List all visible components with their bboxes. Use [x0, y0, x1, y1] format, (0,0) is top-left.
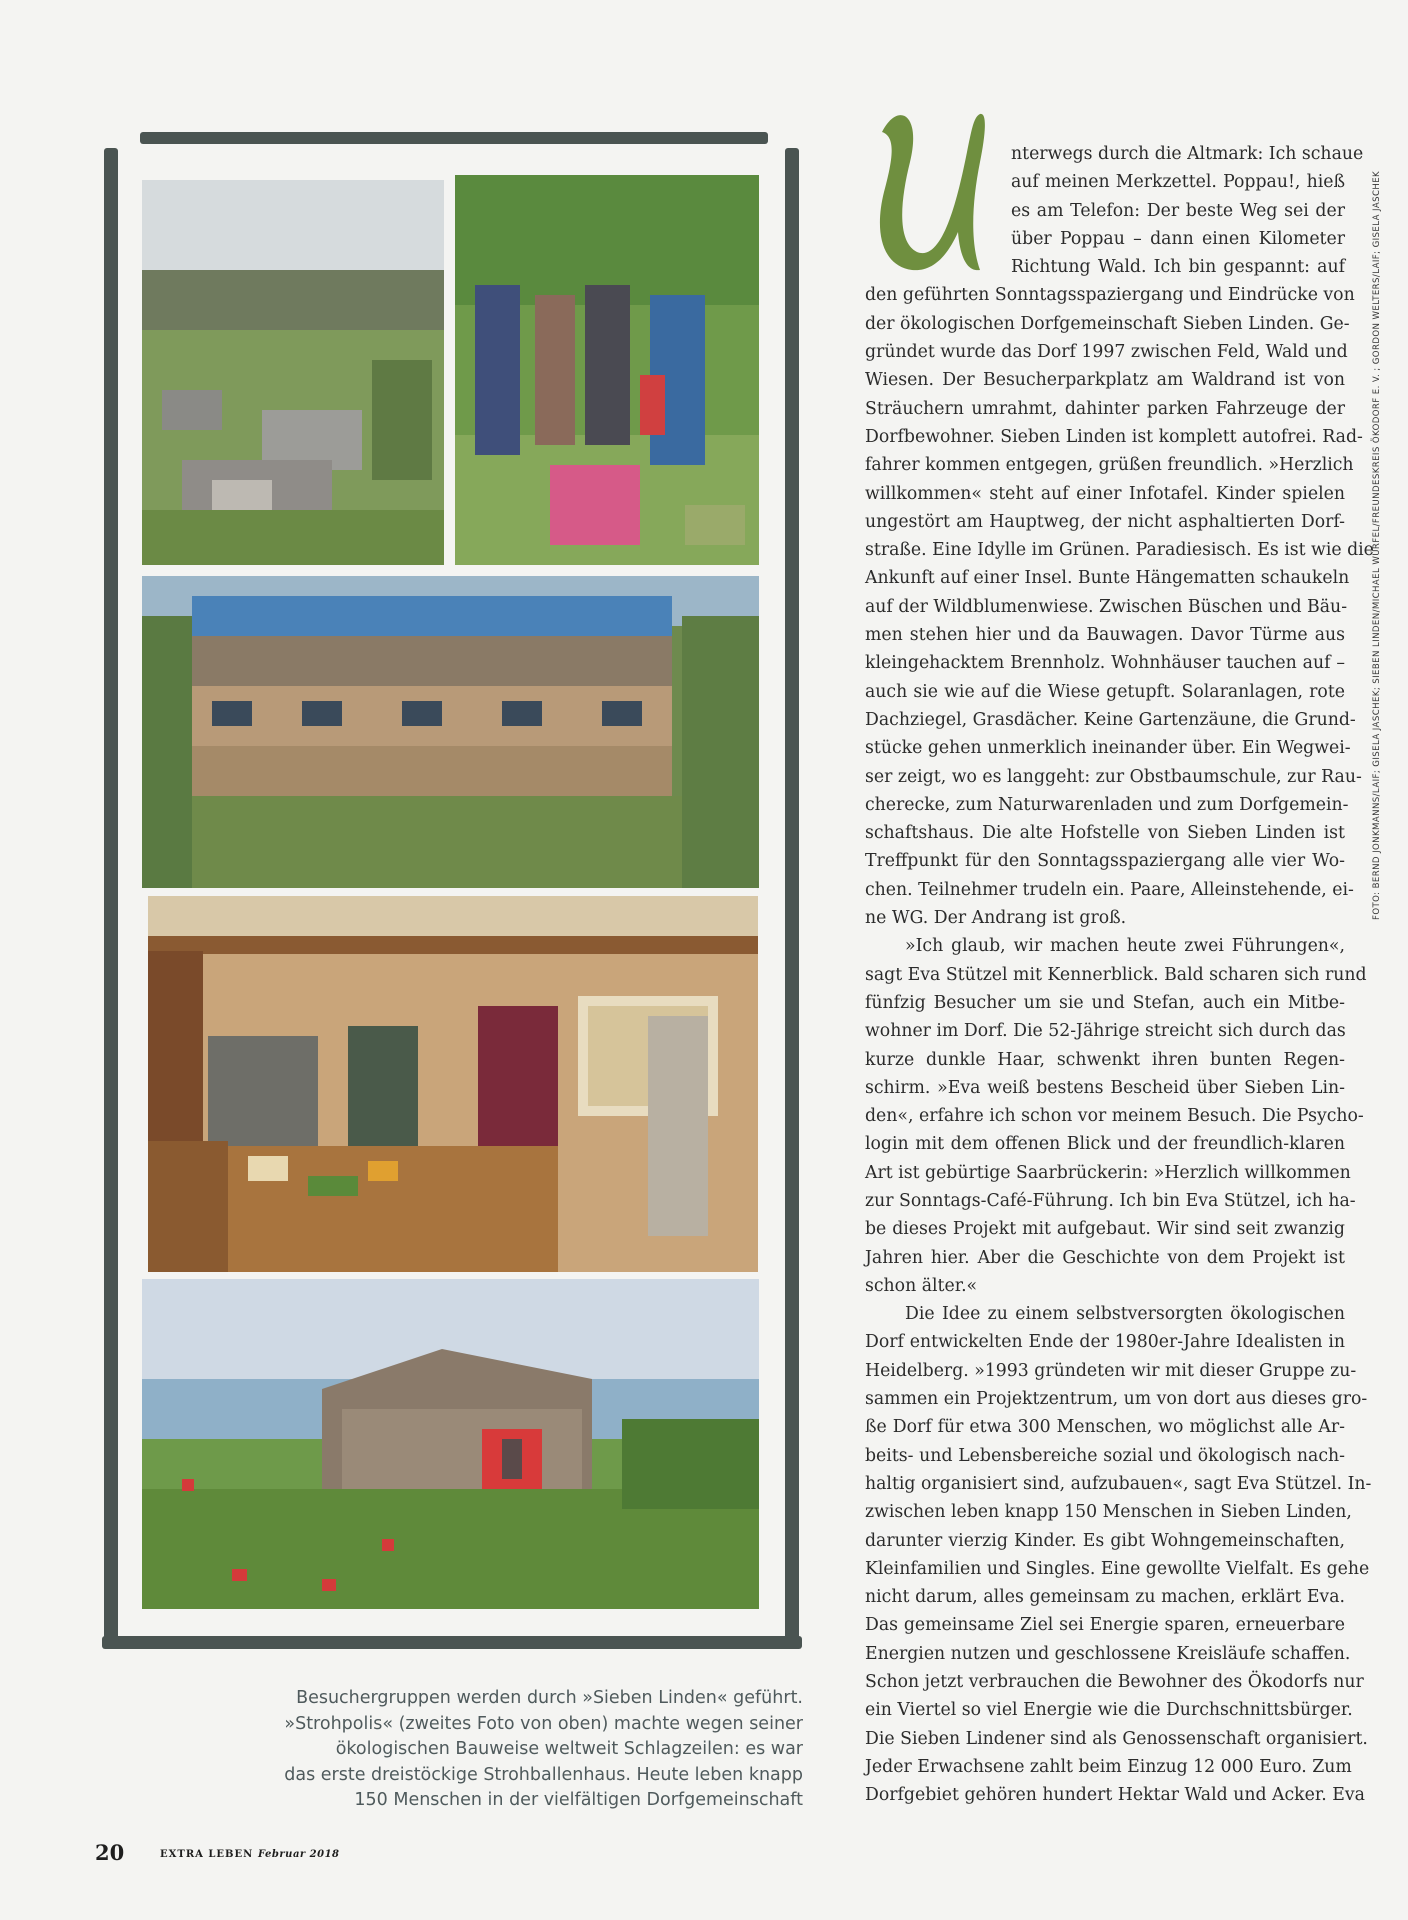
article-line: Richtung Wald. Ich bin gespannt: auf	[1011, 257, 1345, 278]
article-line: darunter vierzig Kinder. Es gibt Wohngemeinschaften,	[865, 1530, 1345, 1551]
article-line: haltig organisiert sind, aufzubauen«, sagt Eva Stützel. In-	[865, 1473, 1372, 1494]
article-line: Energien nutzen und geschlossene Kreisläufe schaffen.	[865, 1643, 1351, 1664]
article-line: ser zeigt, wo es langgeht: zur Obstbaumschule, zur Rau-	[865, 766, 1362, 787]
photo-straw-bale-house	[142, 576, 759, 888]
article-line: ße Dorf für etwa 300 Menschen, wo möglichst alle Ar-	[865, 1417, 1345, 1438]
caption-line: Besuchergruppen werden durch »Sieben Linden« geführt.	[296, 1688, 803, 1708]
frame-left-bar	[104, 148, 118, 1648]
article-line: »Ich glaub, wir machen heute zwei Führungen«,	[905, 936, 1345, 957]
article-line: cherecke, zum Naturwarenladen und zum Dorfgemein-	[865, 794, 1349, 815]
photo-garden-wagons	[142, 180, 444, 565]
frame-bottom-bar	[102, 1636, 802, 1649]
article-line: stücke gehen unmerklich ineinander über. Ein Wegwei-	[865, 738, 1351, 759]
article-line: schaftshaus. Die alte Hofstelle von Sieben Linden ist	[865, 823, 1345, 844]
article-line: gründet wurde das Dorf 1997 zwischen Feld, Wald und	[865, 342, 1348, 363]
article-line: auf meinen Merkzettel. Poppau!, hieß	[1011, 172, 1345, 193]
article-line: es am Telefon: Der beste Weg sei der	[1011, 200, 1345, 221]
article-line: Das gemeinsame Ziel sei Energie sparen, erneuerbare	[865, 1615, 1345, 1636]
photo-wooden-house	[142, 1279, 759, 1609]
article-line: Treffpunkt für den Sonntagsspaziergang alle vier Wo-	[865, 851, 1345, 872]
article-line: ne WG. Der Andrang ist groß.	[865, 908, 1127, 929]
issue-date: Februar 2018	[258, 1849, 340, 1860]
caption-line: »Strohpolis« (zweites Foto von oben) machte wegen seiner	[284, 1713, 803, 1734]
article-line: Jeder Erwachsene zahlt beim Einzug 12 000 Euro. Zum	[865, 1756, 1352, 1777]
article-line: Dorf entwickelten Ende der 1980er-Jahre Idealisten in	[865, 1332, 1345, 1353]
frame-right-bar	[785, 148, 799, 1648]
article-line: be dieses Projekt mit aufgebaut. Wir sind seit zwanzig	[865, 1219, 1345, 1240]
article-line: straße. Eine Idylle im Grünen. Paradiesisch. Es ist wie die	[865, 540, 1374, 561]
article-line: men stehen hier und da Bauwagen. Davor Türme aus	[865, 625, 1345, 646]
article-line: Wiesen. Der Besucherparkplatz am Waldrand ist von	[865, 370, 1345, 391]
article-line: Schon jetzt verbrauchen die Bewohner des Ökodorfs nur	[865, 1672, 1364, 1693]
article-line: nterwegs durch die Altmark: Ich schaue	[1011, 144, 1364, 164]
article-line: login mit dem offenen Blick und der freundlich-klaren	[865, 1134, 1345, 1155]
article-line: Die Idee zu einem selbstversorgten ökologischen	[905, 1304, 1345, 1325]
article-line: Sträuchern umrahmt, dahinter parken Fahrzeuge der	[865, 398, 1345, 419]
caption-line: das erste dreistöckige Strohballenhaus. Heute leben knapp	[284, 1764, 803, 1785]
article-line: willkommen« steht auf einer Infotafel. Kinder spielen	[865, 483, 1345, 504]
article-line: Ankunft auf einer Insel. Bunte Hängematten schaukeln	[865, 568, 1350, 589]
article-line: zwischen leben knapp 150 Menschen in Sieben Linden,	[865, 1502, 1352, 1523]
article-line: über Poppau – dann einen Kilometer	[1011, 228, 1345, 249]
article-line: auf der Wildblumenwiese. Zwischen Büschen und Bäu-	[865, 596, 1348, 617]
article-line: ungestört am Hauptweg, der nicht asphaltierten Dorf-	[865, 511, 1345, 532]
article-line: Kleinfamilien und Singles. Eine gewollte Vielfalt. Es gehe	[865, 1558, 1370, 1579]
article-line: sammen ein Projektzentrum, um von dort aus dieses gro-	[865, 1389, 1368, 1410]
article-line: schon älter.«	[865, 1275, 978, 1296]
article-line: Art ist gebürtige Saarbrückerin: »Herzlich willkommen	[865, 1162, 1351, 1183]
caption-line: 150 Menschen in der vielfältigen Dorfgemeinschaft	[354, 1790, 803, 1811]
photo-caption	[262, 1686, 803, 1814]
article-line: fahrer kommen entgegen, grüßen freundlich. »Herzlich	[865, 455, 1354, 476]
article-line: zur Sonntags-Café-Führung. Ich bin Eva Stützel, ich ha-	[865, 1190, 1356, 1211]
article-line: der ökologischen Dorfgemeinschaft Sieben Linden. Ge-	[865, 313, 1350, 334]
article-line: kleingehacktem Brennholz. Wohnhäuser tauchen auf –	[865, 653, 1345, 674]
article-line: Dachziegel, Grasdächer. Keine Gartenzäune, die Grund-	[865, 709, 1356, 730]
article-line: fünfzig Besucher um sie und Stefan, auch ein Mitbe-	[865, 992, 1345, 1013]
article-line: chen. Teilnehmer trudeln ein. Paare, Alleinstehende, ei-	[865, 879, 1354, 900]
article-line: den geführten Sonntagsspaziergang und Eindrücke von	[865, 285, 1355, 306]
photo-credit: FOTO: BERND JONKMANNS/LAIF; GISELA JASCHEK; SIEBEN LINDEN/MICHAEL WÜRFEL/FREUNDESKREIS ÖKODORF E. V. ; GORDON WELTERS/LAIF; GISELA JASCHEK	[1372, 170, 1382, 920]
caption-line: ökologischen Bauweise weltweit Schlagzeilen: es war	[335, 1739, 803, 1760]
page-number: 20	[95, 1840, 125, 1865]
magazine-name: EXTRA LEBEN	[160, 1849, 254, 1860]
article-line: Die Sieben Lindener sind als Genossenschaft organisiert.	[865, 1728, 1368, 1749]
article-line: beits- und Lebensbereiche sozial und ökologisch nach-	[865, 1445, 1345, 1466]
photo-visitor-group	[455, 175, 759, 565]
article-line: auch sie wie auf die Wiese getupft. Solaranlagen, rote	[865, 681, 1345, 702]
frame-top-bar	[140, 132, 768, 144]
article-line: Dorfbewohner. Sieben Linden ist komplett autofrei. Rad-	[865, 426, 1363, 447]
article-line: Dorfgebiet gehören hundert Hektar Wald und Acker. Eva	[865, 1785, 1365, 1806]
article-text	[865, 140, 1374, 1810]
article-line: sagt Eva Stützel mit Kennerblick. Bald scharen sich rund	[865, 964, 1367, 985]
article-line: den«, erfahre ich schon vor meinem Besuch. Die Psycho-	[865, 1106, 1364, 1127]
article-line: schirm. »Eva weiß bestens Bescheid über Sieben Lin-	[865, 1077, 1345, 1098]
article-line: Jahren hier. Aber die Geschichte von dem Projekt ist	[865, 1247, 1345, 1268]
article-line: kurze dunkle Haar, schwenkt ihren bunten Regen-	[865, 1049, 1345, 1070]
article-line: Heidelberg. »1993 gründeten wir mit dieser Gruppe zu-	[865, 1360, 1357, 1381]
article-line: wohner im Dorf. Die 52-Jährige streicht sich durch das	[865, 1021, 1346, 1042]
photo-community-kitchen	[148, 896, 758, 1272]
article-line: nicht darum, alles gemeinsam zu machen, erklärt Eva.	[865, 1587, 1345, 1608]
article-line: ein Viertel so viel Energie wie die Durchschnittsbürger.	[865, 1700, 1353, 1721]
